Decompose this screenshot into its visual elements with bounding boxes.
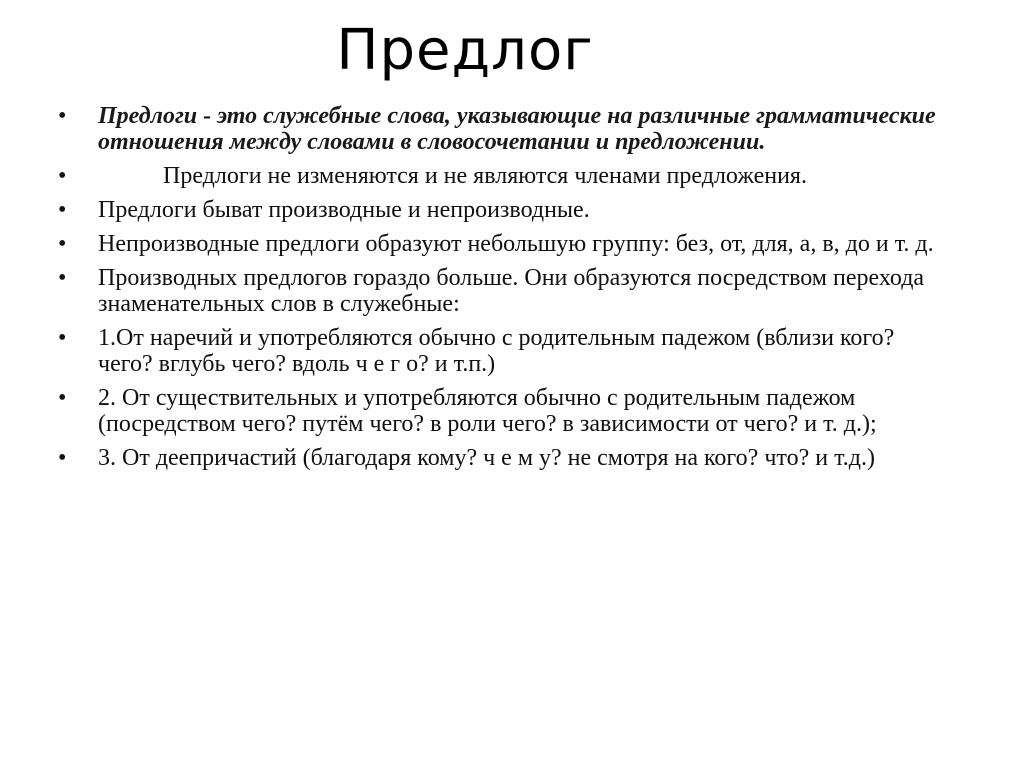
list-item-text: Непроизводные предлоги образуют небольшую группу: без, от, для, а, в, до и т. д.: [98, 231, 934, 257]
list-item: [58, 163, 938, 189]
list-item-text: 2. От существительных и употребляются обычно с родительным падежом (посредством чего? путём чего? в роли чего? в зависимости от чего? и т. д.);: [98, 385, 877, 437]
list-item: [58, 445, 938, 471]
bullet-icon: •: [58, 103, 67, 129]
list-item-text: 1.От наречий и употребляются обычно с родительным падежом (вблизи кого? чего? вглубь чего? вдоль ч е г о? и т.п.): [98, 325, 895, 377]
bullet-icon: •: [58, 445, 67, 471]
bullet-icon: •: [58, 265, 67, 291]
slide-title: Предлог: [336, 18, 594, 83]
list-item-text: Предлоги быват производные и непроизводные.: [98, 197, 590, 223]
list-item: [58, 325, 938, 377]
bullet-icon: •: [58, 385, 67, 411]
list-item: [58, 197, 938, 223]
list-item-text: Производных предлогов гораздо больше. Они образуются посредством перехода знаменательных слов в служебные:: [98, 265, 925, 317]
bullet-icon: •: [58, 231, 67, 257]
list-item: [58, 231, 938, 257]
list-item-text: Предлоги - это служебные слова, указывающие на различные грамматические отношения между словами в словосочетании и предложении.: [98, 103, 936, 155]
list-item: [58, 265, 938, 317]
list-item-text: Предлоги не изменяются и не являются членами предложения.: [163, 163, 807, 189]
bullet-icon: •: [58, 163, 67, 189]
list-item-text: 3. От деепричастий (благодаря кому? ч е м у? не смотря на кого? что? и т.д.): [98, 445, 875, 471]
list-item: [58, 385, 938, 437]
bullet-list: [58, 103, 938, 479]
bullet-icon: •: [58, 197, 67, 223]
list-item: [58, 103, 938, 155]
bullet-icon: •: [58, 325, 67, 351]
